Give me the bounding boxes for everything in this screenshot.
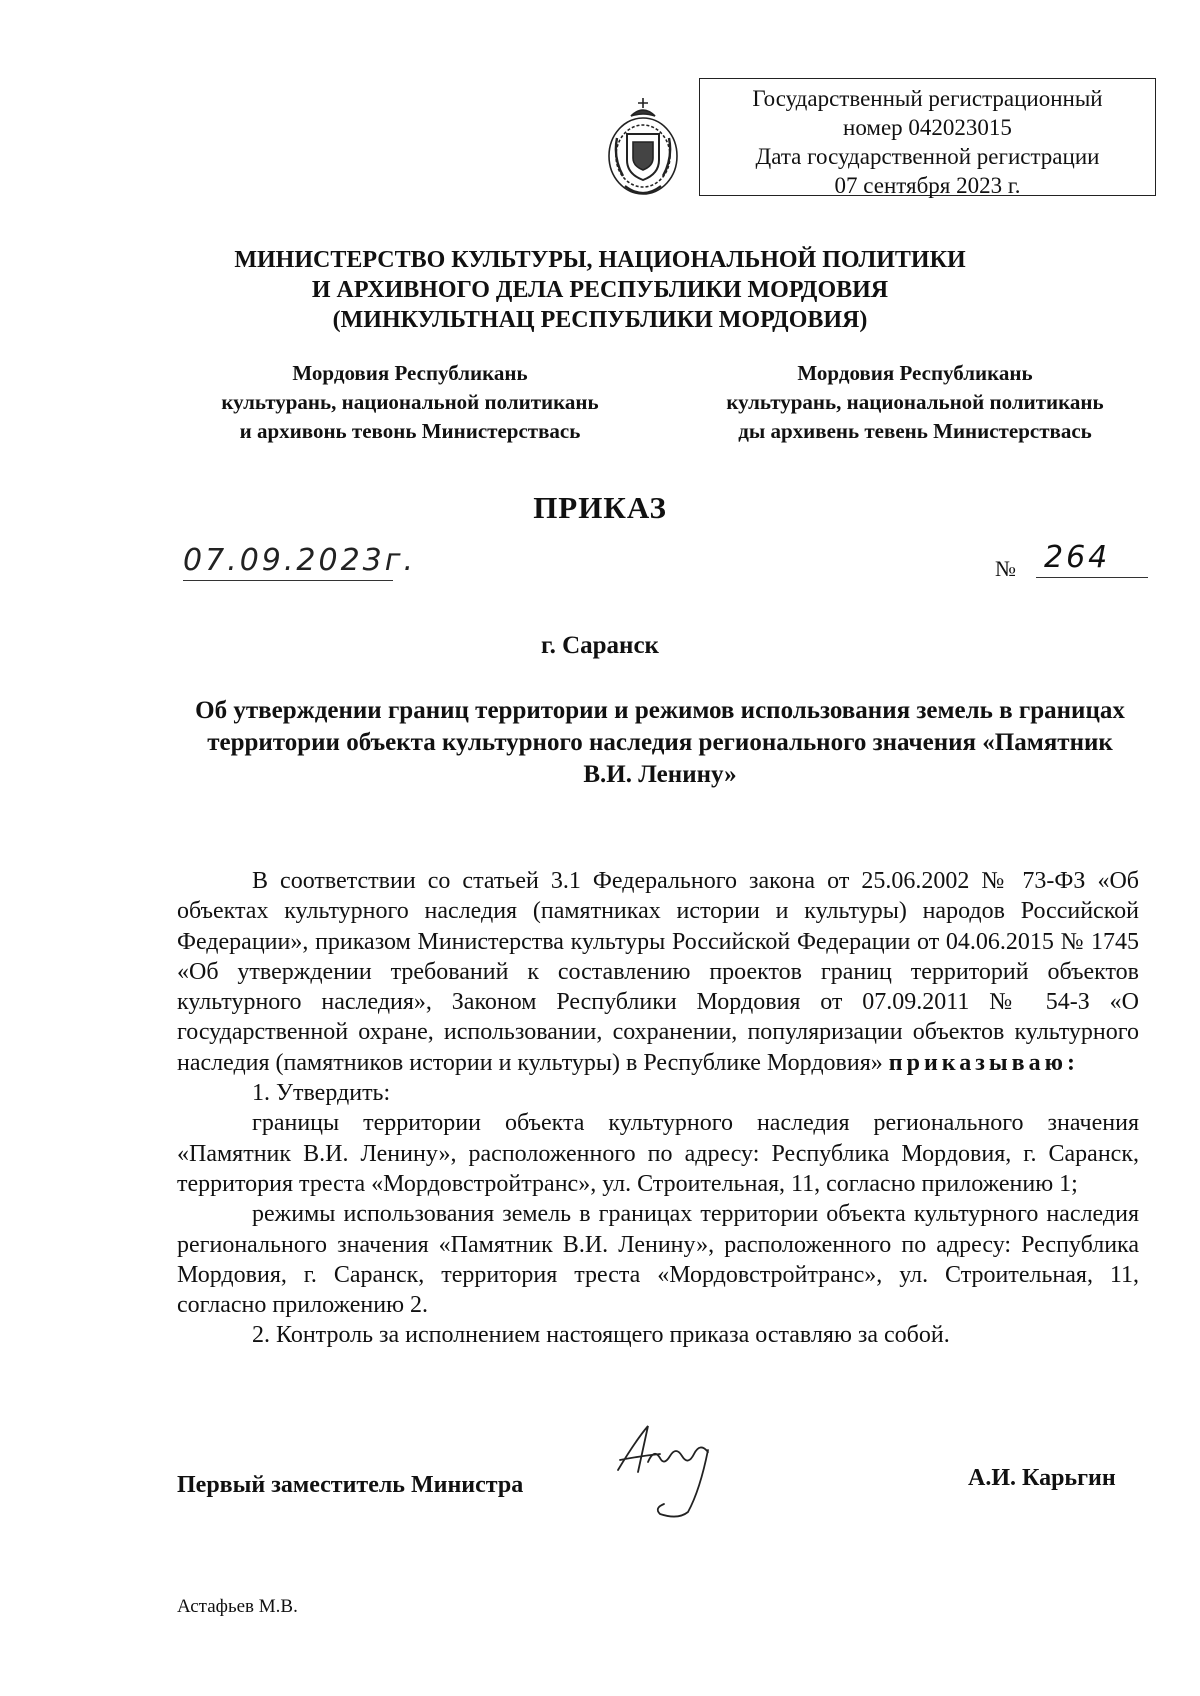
body-paragraph-boundaries: границы территории объекта культурного наследия регионального значения «Памятник В.И. Ленину», расположенного по адресу: Республика Мордовия, г. Саранск, территория треста «Мордовстройтранс», ул. Строительная, 11, согласно приложению 1; (177, 1110, 1139, 1197)
mordovian-header-left (170, 359, 650, 446)
ministry-line-2: И АРХИВНОГО ДЕЛА РЕСПУБЛИКИ МОРДОВИЯ (311, 277, 889, 303)
mordovian-left-line-2: культурань, национальной политикань (221, 390, 599, 414)
ministry-line-3: (МИНКУЛЬТНАЦ РЕСПУБЛИКИ МОРДОВИЯ) (332, 307, 868, 333)
handwritten-signature-icon (610, 1420, 760, 1530)
order-word: приказываю (888, 1049, 1067, 1076)
registration-date-label: Дата государственной регистрации (755, 144, 1100, 169)
preamble-text: В соответствии со статьей 3.1 Федерального закона от 25.06.2002 № 73-ФЗ «Об объектах культурного наследия (памятниках истории и культуры) народов Российской Федерации», приказом Министерства культуры Российской Федерации от 04.06.2015 № 1745 «Об утверждении требований к составлению проектов границ территорий объектов культурного наследия», Законом Республики Мордовия от 07.09.2011 № 54-З «О государственной охране, использовании, сохранении, популяризации объектов культурного наследия (памятников истории и культуры) в Республике Мордовия» (177, 868, 1139, 1076)
mordovian-right-line-2: культурань, национальной политикань (726, 390, 1104, 414)
document-title: ПРИКАЗ (533, 490, 667, 525)
body-paragraph-regimes: режимы использования земель в границах территории объекта культурного наследия регионального значения «Памятник В.И. Ленину», расположенного по адресу: Республика Мордовия, г. Саранск, территория треста «Мордовстройтранс», ул. Строительная, 11, согласно приложению 2. (177, 1201, 1139, 1319)
coat-of-arms-icon (603, 94, 683, 204)
order-date: 07.09.2023г. (183, 543, 393, 581)
executor-name: Астафьев М.В. (177, 1596, 298, 1617)
order-subject: Об утверждении границ территории и режимов использования земель в границах территории объекта культурного наследия регионального значения «Памятник В.И. Ленину» (195, 697, 1125, 788)
mordovian-right-line-3: ды архивень тевень Министерствась (738, 419, 1092, 443)
ministry-header (0, 245, 1200, 335)
ministry-line-1: МИНИСТЕРСТВО КУЛЬТУРЫ, НАЦИОНАЛЬНОЙ ПОЛИТИКИ (234, 247, 966, 273)
order-colon: : (1066, 1049, 1075, 1076)
order-body (177, 866, 1139, 1351)
registration-stamp (699, 78, 1156, 196)
city: г. Саранск (541, 632, 659, 659)
signer-name: А.И. Карьгин (968, 1465, 1116, 1491)
body-paragraph-approve: 1. Утвердить: (252, 1080, 391, 1107)
signer-title: Первый заместитель Министра (177, 1472, 524, 1498)
mordovian-header-right (690, 359, 1140, 446)
registration-number: номер 042023015 (843, 115, 1012, 140)
mordovian-left-line-1: Мордовия Республикань (292, 361, 528, 385)
registration-date: 07 сентября 2023 г. (834, 173, 1021, 198)
order-number: 264 (1036, 540, 1148, 578)
body-paragraph-preamble (177, 866, 1139, 1078)
mordovian-left-line-3: и архивонь тевонь Министерствась (239, 419, 581, 443)
number-label: № (995, 556, 1016, 581)
body-paragraph-control: 2. Контроль за исполнением настоящего приказа оставляю за собой. (252, 1322, 950, 1349)
registration-line-1: Государственный регистрационный (752, 86, 1103, 111)
mordovian-right-line-1: Мордовия Республикань (797, 361, 1033, 385)
